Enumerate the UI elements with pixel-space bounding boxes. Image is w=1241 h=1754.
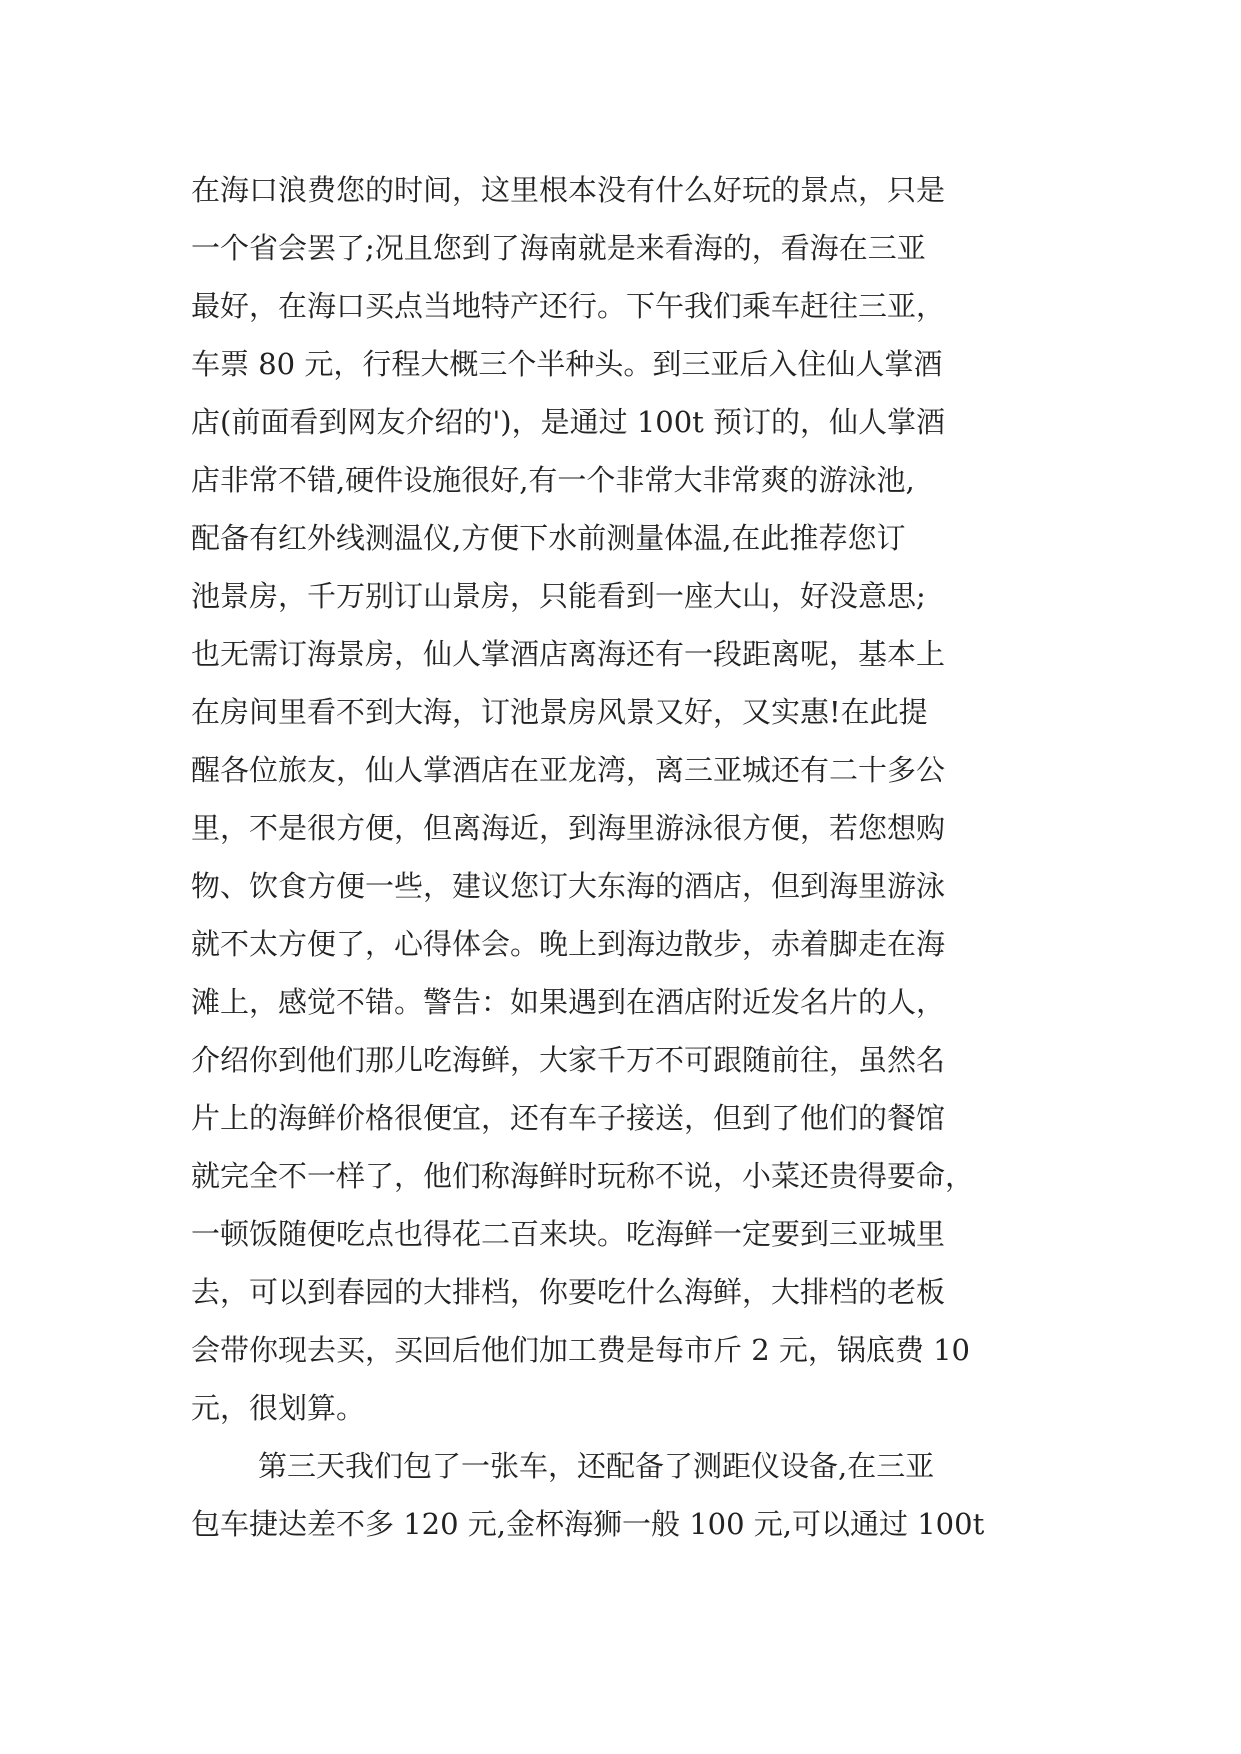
text-line: 就不太方便了，心得体会。晚上到海边散步，赤着脚走在海 <box>191 927 946 961</box>
text-line: 就完全不一样了，他们称海鲜时玩称不说，小菜还贵得要命， <box>191 1159 975 1193</box>
text-line: 配备有红外线测温仪,方便下水前测量体温,在此推荐您订 <box>191 521 906 555</box>
text-line: 在房间里看不到大海，订池景房风景又好，又实惠!在此提 <box>191 695 928 729</box>
paragraph-1 <box>191 161 1051 1437</box>
text-line: 店(前面看到网友介绍的')，是通过 100t 预订的，仙人掌酒 <box>191 405 946 439</box>
text-line: 里，不是很方便，但离海近，到海里游泳很方便，若您想购 <box>191 811 946 845</box>
text-line: 片上的海鲜价格很便宜，还有车子接送，但到了他们的餐馆 <box>191 1101 946 1135</box>
text-line: 池景房，千万别订山景房，只能看到一座大山，好没意思; <box>191 579 926 613</box>
text-line: 在海口浪费您的时间，这里根本没有什么好玩的景点，只是 <box>191 173 946 207</box>
text-line: 元，很划算。 <box>191 1391 366 1425</box>
text-line: 去，可以到春园的大排档，你要吃什么海鲜，大排档的老板 <box>191 1275 946 1309</box>
paragraph-2 <box>191 1437 1051 1553</box>
text-line: 物、饮食方便一些，建议您订大东海的酒店，但到海里游泳 <box>191 869 946 903</box>
text-line: 包车捷达差不多 120 元,金杯海狮一般 100 元,可以通过 100t <box>191 1507 985 1541</box>
text-line: 介绍你到他们那儿吃海鲜，大家千万不可跟随前往，虽然名 <box>191 1043 946 1077</box>
text-line: 最好，在海口买点当地特产还行。下午我们乘车赶往三亚， <box>191 289 946 323</box>
text-line: 一个省会罢了;况且您到了海南就是来看海的，看海在三亚 <box>191 231 926 265</box>
text-line: 会带你现去买，买回后他们加工费是每市斤 2 元，锅底费 10 <box>191 1333 971 1367</box>
text-line: 店非常不错,硬件设施很好,有一个非常大非常爽的游泳池, <box>191 463 915 497</box>
text-line: 醒各位旅友，仙人掌酒店在亚龙湾，离三亚城还有二十多公 <box>191 753 946 787</box>
text-line: 滩上，感觉不错。警告：如果遇到在酒店附近发名片的人， <box>191 985 946 1019</box>
text-line: 车票 80 元，行程大概三个半种头。到三亚后入住仙人掌酒 <box>191 347 943 381</box>
text-line: 一顿饭随便吃点也得花二百来块。吃海鲜一定要到三亚城里 <box>191 1217 946 1251</box>
text-line: 也无需订海景房，仙人掌酒店离海还有一段距离呢，基本上 <box>191 637 946 671</box>
body-text <box>191 161 1051 1553</box>
text-line: 第三天我们包了一张车，还配备了测距仪设备,在三亚 <box>258 1449 935 1483</box>
